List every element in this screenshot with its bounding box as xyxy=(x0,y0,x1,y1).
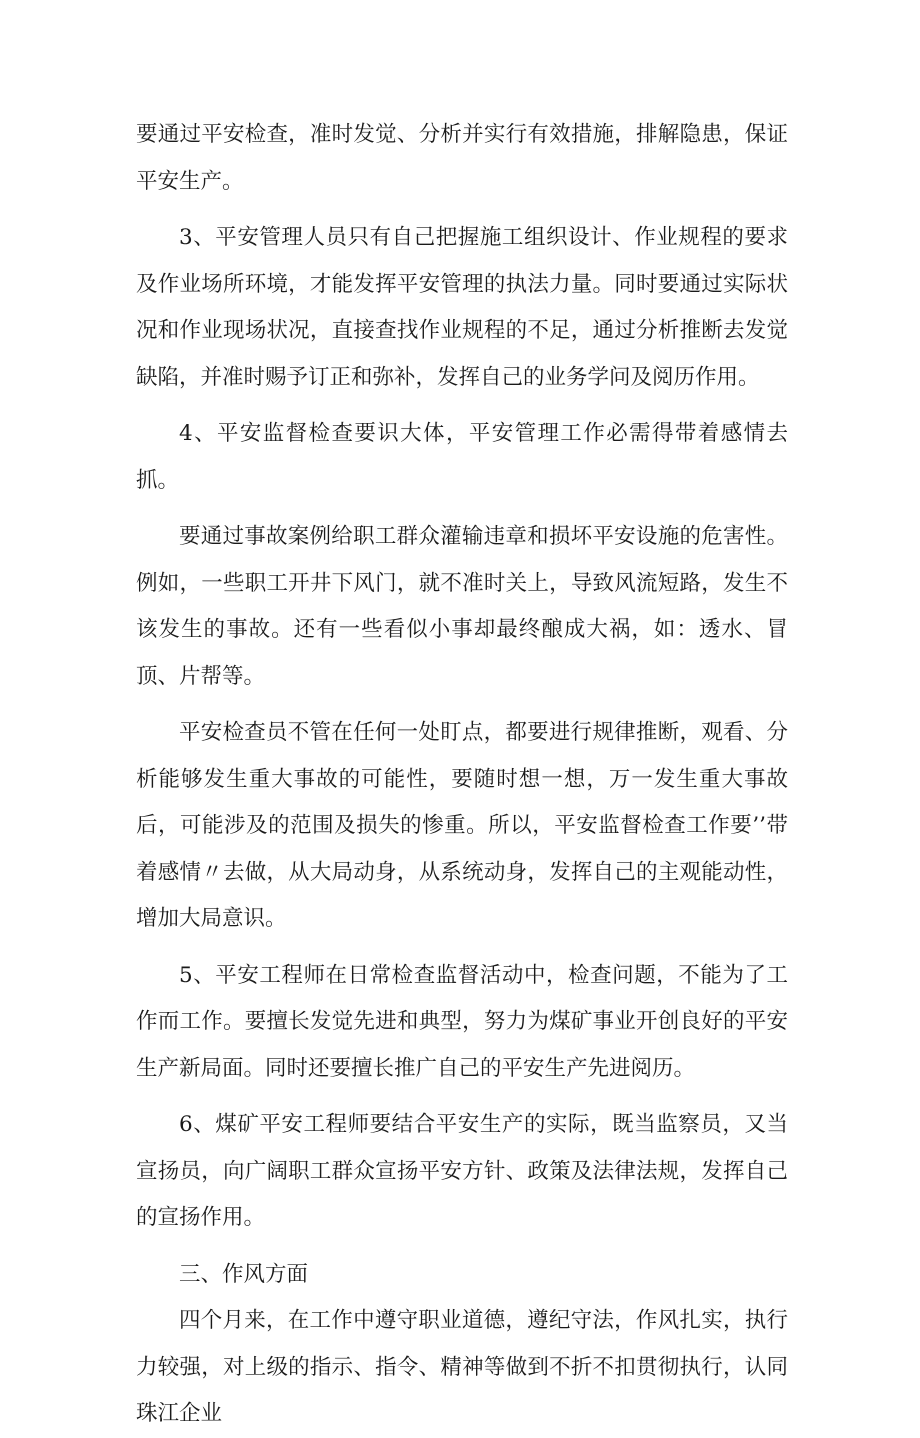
paragraph-work-style: 四个月来，在工作中遵守职业道德，遵纪守法，作风扎实，执行力较强，对上级的指示、指令、精神等做到不折不扣贯彻执行，认同珠江企业 xyxy=(136,1308,788,1426)
paragraph-accident-cases: 要通过事故案例给职工群众灌输违章和损坏平安设施的危害性。例如，一些职工开井下风门，就不准时关上，导致风流短路，发生不该发生的事故。还有一些看似小事却最终酿成大祸，如：透水、冒顶、片帮等。 xyxy=(136,524,788,689)
paragraph-continuation: 要通过平安检查，准时发觉、分析并实行有效措施，排解隐患，保证平安生产。 xyxy=(136,122,788,194)
paragraph-item-3: 3、平安管理人员只有自己把握施工组织设计、作业规程的要求及作业场所环境，才能发挥平安管理的执法力量。同时要通过实际状况和作业现场状况，直接查找作业规程的不足，通过分析推断去发觉缺陷，并准时赐予订正和弥补，发挥自己的业务学问及阅历作用。 xyxy=(136,225,788,390)
paragraph-item-5: 5、平安工程师在日常检查监督活动中，检查问题，不能为了工作而工作。要擅长发觉先进和典型，努力为煤矿事业开创良好的平安生产新局面。同时还要擅长推广自己的平安生产先进阅历。 xyxy=(136,962,788,1081)
paragraph-item-4: 4、平安监督检查要识大体，平安管理工作必需得带着感情去抓。 xyxy=(136,421,788,493)
section-heading-work-style: 三、作风方面 xyxy=(179,1261,309,1287)
document-body xyxy=(136,112,788,1438)
paragraph-inspector: 平安检查员不管在任何一处盯点，都要进行规律推断，观看、分析能够发生重大事故的可能性，要随时想一想，万一发生重大事故后，可能涉及的范围及损失的惨重。所以，平安监督检查工作要’’带着感情〃去做，从大局动身，从系统动身，发挥自己的主观能动性，增加大局意识。 xyxy=(136,720,788,931)
paragraph-item-6: 6、煤矿平安工程师要结合平安生产的实际，既当监察员，又当宣扬员，向广阔职工群众宣扬平安方针、政策及法律法规，发挥自己的宣扬作用。 xyxy=(136,1112,788,1230)
